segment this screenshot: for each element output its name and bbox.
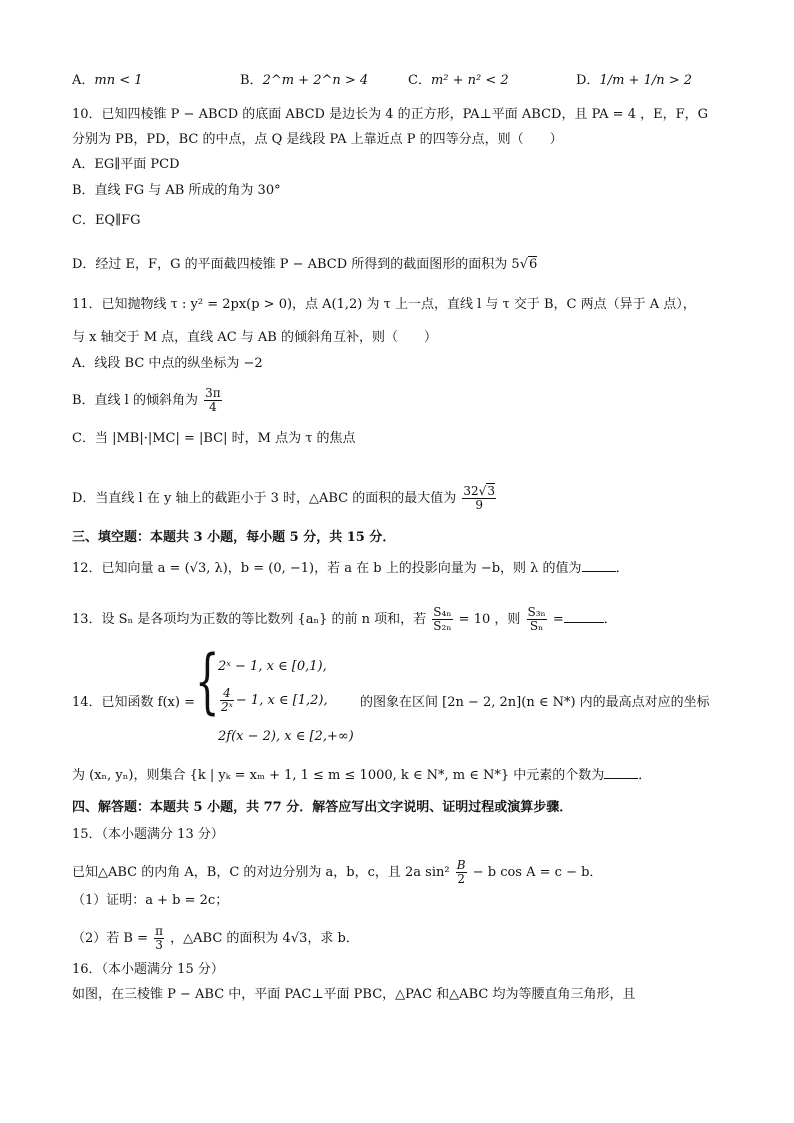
q10-option-c: C．EQ∥FG: [72, 213, 141, 228]
q14-tail: 的图象在区间 [2n − 2, 2n](n ∈ N*) 内的最高点对应的坐标: [360, 695, 710, 710]
q13-fraction-1: $\frac{\text{S₄ₙ}}{\text{S₂ₙ}}$: [433, 605, 452, 633]
q14-piece-2: $\frac{4}{\text{2ˣ}}$ − 1, x ∈ [1,2),: [221, 686, 328, 714]
q15-stem: 已知△ABC 的内角 A，B，C 的对边分别为 a，b，c，且 2a sin² $\frac{B}{2}$ − b cos A = c − b．: [72, 858, 603, 886]
section-fill-in-title: 三、填空题：本题共 3 小题，每小题 5 分，共 15 分．: [72, 530, 396, 545]
q14-answer-blank[interactable]: [604, 766, 638, 779]
q11-option-c: C．当 |MB|·|MC| = |BC| 时，M 点为 τ 的焦点: [72, 431, 356, 446]
q14-piece-1: 2ˣ − 1, x ∈ [0,1),: [218, 659, 327, 674]
q11-b-fraction: $\frac{3\pi}{4}$: [205, 386, 221, 414]
q14-lead: 14．已知函数 f(x) =: [72, 695, 195, 710]
q12-stem: 12．已知向量 a = (√3, λ)，b = (0, −1)，若 a 在 b 上的投影向量为 −b，则 λ 的值为 ．: [72, 561, 629, 576]
q11-stem-line2: 与 x 轴交于 M 点，直线 AC 与 AB 的倾斜角互补，则（ ）: [72, 330, 437, 345]
q13-stem: 13．设 Sₙ 是各项均为正数的等比数列 {aₙ} 的前 n 项和，若 $\frac{\text{S₄ₙ}}{\text{S₂ₙ}}$ = 10 ，则 $\frac{\text{S₃ₙ}}{\text{Sₙ}}$ = ．: [72, 605, 617, 633]
q11-option-b: B．直线 l 的倾斜角为 $\frac{3\pi}{4}$: [72, 386, 221, 414]
q10-option-b: B．直线 FG 与 AB 所成的角为 30°: [72, 183, 281, 198]
q9-option-c: C．m² + n² < 2: [408, 73, 509, 88]
q10-option-a: A．EG∥平面 PCD: [72, 157, 180, 172]
q11-stem-line1: 11．已知抛物线 τ : y² = 2px(p > 0)，点 A(1,2) 为 τ 上一点，直线 l 与 τ 交于 B，C 两点（异于 A 点），: [72, 297, 696, 312]
q15-part-1: （1）证明：a + b = 2c；: [72, 893, 229, 908]
q15-half-angle-fraction: $\frac{B}{2}$: [456, 858, 466, 886]
q14-line2: 为 (xₙ, yₙ)，则集合 {k | yₖ = xₘ + 1, 1 ≤ m ≤ 1000, k ∈ N*, m ∈ N*} 中元素的个数为 ．: [72, 768, 652, 783]
q11-d-fraction: $\frac{32√3}{9}$: [463, 484, 495, 512]
q11-option-a: A．线段 BC 中点的纵坐标为 −2: [72, 356, 263, 371]
q10-stem-line2: 分别为 PB，PD，BC 的中点，点 Q 是线段 PA 上靠近点 P 的四等分点，则（ ）: [72, 132, 563, 147]
q10-d-radicand: 6: [529, 257, 538, 272]
q16-header: 16．（本小题满分 15 分）: [72, 962, 224, 977]
q10-option-d: D．经过 E，F，G 的平面截四棱锥 P − ABCD 所得到的截面图形的面积为 5√6: [72, 257, 538, 272]
q9-option-a: A．mn < 1: [72, 73, 143, 88]
q13-answer-blank[interactable]: [564, 610, 604, 623]
q15-angle-fraction: $\frac{\pi}{3}$: [155, 924, 164, 952]
q9-option-b: B．2^m + 2^n > 4: [240, 73, 369, 88]
q15-header: 15．（本小题满分 13 分）: [72, 827, 224, 842]
q11-option-d: D．当直线 l 在 y 轴上的截距小于 3 时，△ABC 的面积的最大值为 $\frac{32√3}{9}$: [72, 484, 495, 512]
q12-answer-blank[interactable]: [582, 559, 616, 572]
q14-piece-3: 2f(x − 2), x ∈ [2,+∞): [218, 729, 354, 744]
section-answer-title: 四、解答题：本题共 5 小题，共 77 分．解答应写出文字说明、证明过程或演算步骤．: [72, 800, 573, 815]
q15-part-2: （2）若 B = $\frac{\pi}{3}$ ，△ABC 的面积为 4√3，求 b．: [72, 924, 359, 952]
q14-piecewise-brace: {: [195, 640, 220, 722]
q13-fraction-2: $\frac{\text{S₃ₙ}}{\text{Sₙ}}$: [527, 605, 546, 633]
q16-stem: 如图，在三棱锥 P − ABC 中，平面 PAC⊥平面 PBC，△PAC 和△ABC 均为等腰直角三角形，且: [72, 987, 636, 1002]
q10-stem-line1: 10．已知四棱锥 P − ABCD 的底面 ABCD 是边长为 4 的正方形，PA⊥平面 ABCD，且 PA = 4 ，E，F，G: [72, 107, 708, 122]
q9-option-d: D．1/m + 1/n > 2: [576, 73, 693, 88]
